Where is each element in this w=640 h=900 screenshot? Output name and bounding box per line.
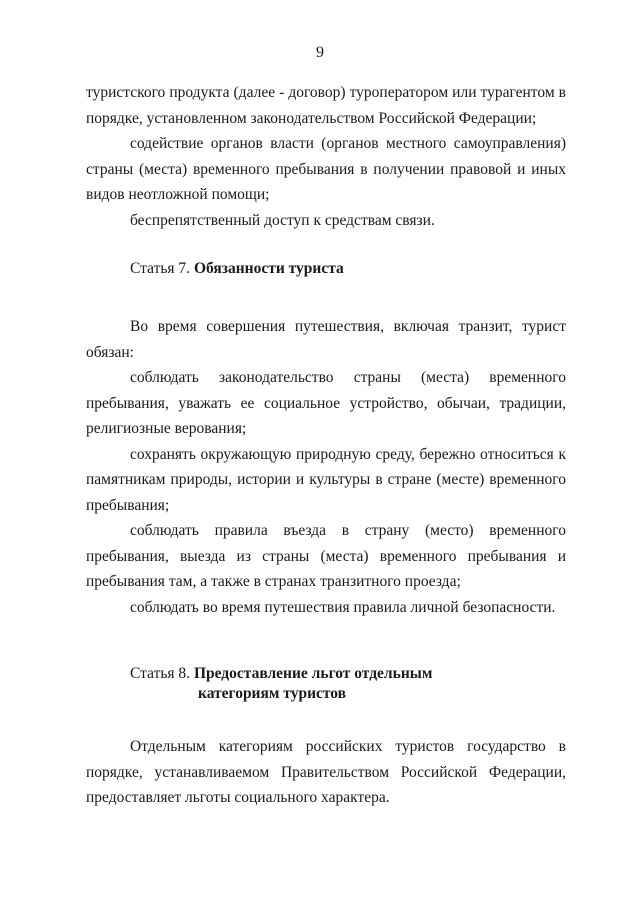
- article-7-item-1: соблюдать законодательство страны (места) временного пребывания, уважать ее социальное устройство, обычаи, традиции, религиозные верования;: [86, 369, 566, 437]
- article-8-prefix: Статья 8.: [130, 665, 194, 682]
- article-7-title: Обязанности туриста: [193, 260, 344, 277]
- paragraph-communication: беспрепятственный доступ к средствам связи.: [130, 211, 435, 229]
- article-8-title-line-2: категориям туристов: [198, 685, 347, 702]
- document-body: [86, 80, 566, 811]
- page-number: 9: [316, 44, 324, 61]
- article-8-text: Отдельным категориям российских туристов государство в порядке, устанавливаемом Правительством Российской Федерации, предоставляет льготы социального характера.: [86, 738, 566, 806]
- article-8-title-line-1: Предоставление льгот отдельным: [193, 665, 433, 682]
- paragraph-continuation: туристского продукта (далее - договор) туроператором или турагентом в порядке, установленном законодательством Российской Федерации;: [86, 84, 566, 127]
- article-8-heading: [86, 664, 566, 704]
- article-7-item-4: соблюдать во время путешествия правила личной безопасности.: [130, 598, 556, 616]
- article-7-item-2: сохранять окружающую природную среду, бережно относиться к памятникам природы, истории и культуры в стране (месте) временного пребывания;: [86, 445, 566, 514]
- article-7-prefix: Статья 7.: [130, 260, 194, 277]
- article-7-intro: Во время совершения путешествия, включая транзит, турист обязан:: [86, 318, 566, 361]
- article-7-item-3: соблюдать правила въезда в страну (место) временного пребывания, выезда из страны (места) временного пребывания и пребывания там, а также в странах транзитного проезда;: [86, 522, 566, 590]
- article-7-heading: [86, 259, 566, 279]
- paragraph-assistance: содействие органов власти (органов местного самоуправления) страны (места) временного пребывания в получении правовой и иных видов неотложной помощи;: [86, 135, 566, 203]
